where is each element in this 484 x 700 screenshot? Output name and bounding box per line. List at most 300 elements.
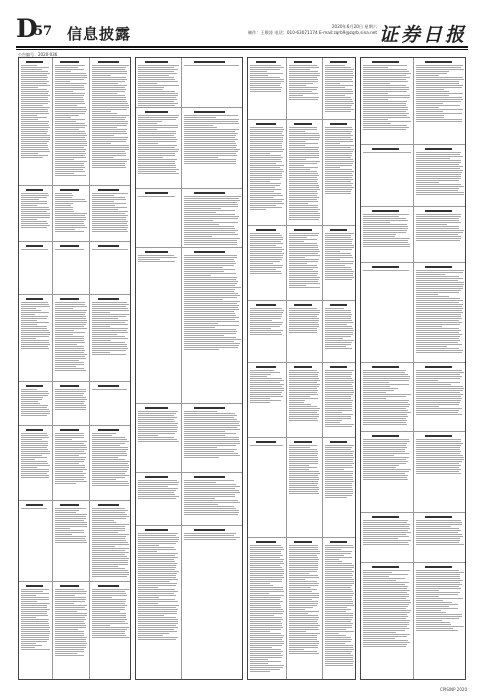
fine-print-line bbox=[250, 207, 282, 208]
fine-print-line bbox=[184, 500, 238, 501]
fine-print-line bbox=[250, 607, 281, 608]
fine-print-line bbox=[138, 167, 176, 168]
fine-print-line bbox=[21, 441, 48, 442]
fine-print-line bbox=[55, 477, 86, 478]
fine-print-line bbox=[416, 302, 459, 303]
fine-print-line bbox=[325, 71, 353, 72]
fine-print-line bbox=[138, 579, 178, 580]
fine-print-line bbox=[416, 184, 461, 185]
fine-print-line bbox=[55, 77, 87, 78]
fine-print-line bbox=[138, 488, 178, 489]
fine-print-line bbox=[289, 179, 318, 180]
fine-print-line bbox=[250, 555, 283, 556]
fine-print-line bbox=[289, 473, 320, 474]
fine-print-line bbox=[138, 71, 174, 72]
fine-print-line bbox=[289, 185, 319, 186]
fine-print-heading bbox=[330, 229, 347, 231]
fine-print-line bbox=[21, 209, 50, 210]
fine-print-line bbox=[92, 441, 129, 442]
fine-print-cell bbox=[19, 582, 53, 680]
fine-print-line bbox=[325, 390, 354, 391]
fine-print-line bbox=[325, 457, 354, 458]
fine-print-line bbox=[416, 520, 461, 521]
fine-print-cell bbox=[136, 189, 182, 248]
fine-print-line bbox=[416, 81, 459, 82]
fine-print-line bbox=[416, 65, 463, 66]
fine-print-line bbox=[184, 429, 240, 430]
fine-print-line bbox=[21, 324, 37, 325]
fine-print-line bbox=[325, 493, 353, 494]
fine-print-line bbox=[363, 216, 399, 217]
fine-print-line bbox=[250, 547, 283, 548]
fine-print-line bbox=[325, 107, 351, 108]
fine-print-line bbox=[21, 193, 48, 194]
fine-print-line bbox=[416, 278, 463, 279]
fine-print-line bbox=[92, 157, 113, 158]
fine-print-line bbox=[92, 556, 127, 557]
fine-print-line bbox=[325, 165, 352, 166]
fine-print-line bbox=[416, 272, 463, 273]
fine-print-line bbox=[363, 618, 406, 619]
fine-print-line bbox=[55, 215, 85, 216]
fine-print-line bbox=[250, 251, 282, 252]
fine-print-line bbox=[250, 597, 281, 598]
fine-print-line bbox=[184, 435, 225, 436]
fine-print-line bbox=[325, 271, 354, 272]
fine-print-line bbox=[21, 346, 48, 347]
fine-print-cell bbox=[287, 226, 323, 301]
fine-print-line bbox=[416, 156, 463, 157]
fine-print-line bbox=[55, 595, 75, 596]
fine-print-line bbox=[325, 332, 353, 333]
fine-print-line bbox=[325, 400, 353, 401]
fine-print-line bbox=[250, 183, 281, 184]
fine-print-line bbox=[21, 589, 49, 590]
fine-print-line bbox=[363, 230, 407, 231]
fine-print-line bbox=[21, 223, 48, 224]
fine-print-line bbox=[92, 227, 128, 228]
fine-print-line bbox=[21, 348, 49, 349]
fine-print-line bbox=[21, 397, 43, 398]
fine-print-line bbox=[184, 437, 239, 438]
fine-print-line bbox=[184, 289, 235, 290]
fine-print-line bbox=[289, 239, 317, 240]
fine-print-line bbox=[289, 251, 320, 252]
fine-print-line bbox=[92, 389, 127, 390]
fine-print-line bbox=[55, 229, 75, 230]
fine-print-cell bbox=[323, 120, 356, 226]
fine-print-line bbox=[416, 232, 463, 233]
fine-print-line bbox=[92, 437, 125, 438]
fine-print-line bbox=[92, 105, 129, 106]
fine-print-line bbox=[416, 121, 462, 122]
fine-print-line bbox=[416, 396, 461, 397]
fine-print-line bbox=[92, 121, 128, 122]
fine-print-line bbox=[184, 293, 238, 294]
fine-print-line bbox=[21, 151, 50, 152]
fine-print-line bbox=[92, 155, 126, 156]
fine-print-line bbox=[325, 557, 352, 558]
fine-print-line bbox=[55, 304, 85, 305]
fine-print-cell bbox=[414, 432, 466, 513]
fine-print-line bbox=[250, 575, 283, 576]
fine-print-line bbox=[250, 263, 273, 264]
fine-print-line bbox=[55, 625, 86, 626]
fine-print-line bbox=[138, 67, 174, 68]
fine-print-line bbox=[289, 455, 317, 456]
fine-print-line bbox=[250, 191, 274, 192]
fine-print-line bbox=[289, 157, 319, 158]
fine-print-line bbox=[416, 87, 462, 88]
fine-print-line bbox=[325, 157, 351, 158]
fine-print-line bbox=[138, 543, 176, 544]
fine-print-cell bbox=[19, 242, 53, 295]
fine-print-line bbox=[21, 99, 48, 100]
fine-print-cell bbox=[248, 538, 287, 680]
fine-print-line bbox=[55, 109, 87, 110]
fine-print-line bbox=[92, 540, 126, 541]
fine-print-line bbox=[325, 392, 354, 393]
fine-print-line bbox=[325, 469, 344, 470]
fine-print-line bbox=[325, 145, 354, 146]
fine-print-line bbox=[363, 630, 405, 631]
fine-print-line bbox=[289, 617, 319, 618]
fine-print-cell bbox=[287, 120, 323, 226]
fine-print-line bbox=[21, 93, 48, 94]
fine-print-line bbox=[416, 572, 464, 573]
fine-print-line bbox=[363, 634, 410, 635]
fine-print-line bbox=[92, 314, 129, 315]
fine-print-line bbox=[363, 418, 406, 419]
fine-print-heading bbox=[294, 229, 312, 231]
fine-print-line bbox=[184, 226, 234, 227]
fine-print-line bbox=[325, 635, 346, 636]
fine-print-line bbox=[21, 91, 49, 92]
fine-print-line bbox=[363, 622, 409, 623]
fine-print-line bbox=[138, 163, 175, 164]
fine-print-heading bbox=[98, 298, 119, 300]
fine-print-line bbox=[289, 318, 319, 319]
fine-print-line bbox=[325, 603, 353, 604]
fine-print-line bbox=[363, 626, 407, 627]
fine-print-cell bbox=[182, 108, 243, 189]
fine-print-line bbox=[325, 109, 354, 110]
fine-print-line bbox=[55, 67, 78, 68]
fine-print-line bbox=[325, 91, 353, 92]
fine-print-line bbox=[325, 187, 354, 188]
fine-print-heading bbox=[145, 111, 168, 113]
fine-print-cell bbox=[323, 58, 356, 120]
fine-print-line bbox=[325, 607, 347, 608]
fine-print-line bbox=[138, 545, 159, 546]
fine-print-line bbox=[55, 306, 87, 307]
fine-print-line bbox=[92, 629, 127, 630]
fine-print-line bbox=[184, 224, 219, 225]
fine-print-line bbox=[184, 319, 235, 320]
fine-print-line bbox=[21, 73, 50, 74]
fine-print-cell bbox=[53, 242, 90, 295]
fine-print-line bbox=[138, 119, 176, 120]
fine-print-line bbox=[289, 135, 320, 136]
fine-print-line bbox=[92, 73, 127, 74]
fine-print-line bbox=[325, 563, 352, 564]
fine-print-line bbox=[55, 81, 70, 82]
fine-print-line bbox=[184, 345, 239, 346]
fine-print-line bbox=[289, 269, 313, 270]
fine-print-line bbox=[325, 344, 351, 345]
fine-print-line bbox=[55, 117, 71, 118]
fine-print-line bbox=[416, 346, 447, 347]
fine-print-line bbox=[184, 257, 237, 258]
fine-print-line bbox=[416, 308, 463, 309]
fine-print-line bbox=[363, 644, 407, 645]
fine-print-line bbox=[363, 453, 409, 454]
fine-print-line bbox=[250, 386, 282, 387]
fine-print-line bbox=[21, 304, 49, 305]
section-title: 信息披露 bbox=[67, 25, 132, 43]
fine-print-line bbox=[325, 193, 351, 194]
fine-print-line bbox=[325, 275, 353, 276]
fine-print-line bbox=[416, 532, 458, 533]
fine-print-line bbox=[138, 557, 178, 558]
fine-print-line bbox=[363, 614, 407, 615]
fine-print-cell bbox=[136, 473, 182, 526]
fine-print-line bbox=[138, 637, 178, 638]
fine-print-line bbox=[363, 455, 394, 456]
fine-print-line bbox=[184, 220, 213, 221]
fine-print-line bbox=[325, 159, 353, 160]
fine-print-heading bbox=[98, 385, 119, 387]
fine-print-line bbox=[289, 575, 318, 576]
fine-print-line bbox=[92, 566, 118, 567]
fine-print-line bbox=[289, 203, 308, 204]
fine-print-line bbox=[21, 477, 49, 478]
fine-print-line bbox=[363, 386, 390, 387]
fine-print-heading bbox=[294, 541, 312, 543]
fine-print-line bbox=[363, 93, 388, 94]
fine-print-line bbox=[250, 199, 284, 200]
fine-print-heading bbox=[425, 516, 452, 518]
fine-print-line bbox=[138, 490, 176, 491]
fine-print-line bbox=[289, 324, 319, 325]
fine-print-line bbox=[92, 151, 125, 152]
fine-print-line bbox=[55, 364, 84, 365]
fine-print-line bbox=[363, 123, 391, 124]
fine-print-line bbox=[325, 77, 353, 78]
fine-print-line bbox=[416, 230, 464, 231]
fine-print-line bbox=[325, 135, 353, 136]
fine-print-line bbox=[21, 69, 42, 70]
fine-print-line bbox=[325, 412, 342, 413]
fine-print-line bbox=[55, 336, 84, 337]
fine-print-line bbox=[55, 113, 85, 114]
fine-print-line bbox=[55, 145, 87, 146]
fine-print-cell bbox=[53, 426, 90, 501]
fine-print-line bbox=[325, 370, 354, 371]
fine-print-line bbox=[325, 233, 354, 234]
fine-print-line bbox=[92, 77, 126, 78]
fine-print-line bbox=[21, 611, 47, 612]
fine-print-line bbox=[363, 220, 408, 221]
fine-print-line bbox=[184, 206, 238, 207]
fine-print-line bbox=[416, 596, 439, 597]
fine-print-line bbox=[325, 491, 353, 492]
fine-print-line bbox=[325, 103, 354, 104]
fine-print-line bbox=[184, 65, 239, 66]
fine-print-cell bbox=[361, 207, 414, 263]
fine-print-line bbox=[325, 587, 351, 588]
ad-id: 公告编号：2020-036 bbox=[18, 52, 58, 57]
fine-print-line bbox=[138, 73, 177, 74]
fine-print-line bbox=[21, 81, 49, 82]
fine-print-line bbox=[138, 621, 178, 622]
fine-print-line bbox=[138, 93, 178, 94]
fine-print-line bbox=[184, 327, 215, 328]
fine-print-line bbox=[21, 127, 50, 128]
fine-print-line bbox=[138, 567, 176, 568]
fine-print-line bbox=[21, 605, 47, 606]
fine-print-line bbox=[289, 599, 312, 600]
fine-print-line bbox=[325, 237, 351, 238]
fine-print-line bbox=[416, 158, 450, 159]
fine-print-line bbox=[138, 171, 176, 172]
fine-print-line bbox=[416, 97, 462, 98]
fine-print-line bbox=[250, 149, 284, 150]
fine-print-line bbox=[55, 207, 73, 208]
fine-print-line bbox=[184, 299, 223, 300]
fine-print-line bbox=[416, 465, 461, 466]
fine-print-line bbox=[184, 232, 235, 233]
fine-print-line bbox=[289, 199, 317, 200]
fine-print-line bbox=[250, 163, 276, 164]
fine-print-heading bbox=[60, 504, 79, 506]
fine-print-cell bbox=[248, 226, 287, 301]
fine-print-line bbox=[92, 91, 125, 92]
fine-print-line bbox=[21, 435, 48, 436]
fine-print-line bbox=[184, 285, 235, 286]
fine-print-line bbox=[184, 279, 236, 280]
fine-print-line bbox=[138, 623, 178, 624]
fine-print-line bbox=[250, 265, 283, 266]
fine-print-line bbox=[325, 380, 354, 381]
fine-print-line bbox=[363, 384, 409, 385]
fine-print-line bbox=[92, 589, 129, 590]
fine-print-line bbox=[138, 87, 164, 88]
fine-print-line bbox=[325, 79, 352, 80]
fine-print-line bbox=[325, 561, 342, 562]
fine-print-line bbox=[325, 133, 351, 134]
fine-print-line bbox=[138, 603, 158, 604]
fine-print-line bbox=[55, 131, 85, 132]
fine-print-line bbox=[138, 141, 176, 142]
fine-print-line bbox=[289, 81, 318, 82]
fine-print-line bbox=[289, 314, 319, 315]
fine-print-line bbox=[325, 463, 354, 464]
fine-print-line bbox=[363, 406, 409, 407]
fine-print-line bbox=[21, 77, 48, 78]
fine-print-line bbox=[21, 469, 49, 470]
fine-print-line bbox=[325, 85, 353, 86]
fine-print-line bbox=[21, 344, 50, 345]
fine-print-line bbox=[325, 253, 351, 254]
fine-print-heading bbox=[26, 585, 43, 587]
fine-print-line bbox=[289, 475, 318, 476]
fine-print-line bbox=[250, 77, 280, 78]
fine-print-line bbox=[363, 624, 409, 625]
fine-print-line bbox=[416, 103, 443, 104]
fine-print-line bbox=[184, 117, 216, 118]
fine-print-line bbox=[92, 332, 128, 333]
fine-print-line bbox=[363, 226, 408, 227]
fine-print-line bbox=[184, 149, 240, 150]
fine-print-line bbox=[92, 467, 129, 468]
fine-print-line bbox=[416, 374, 460, 375]
fine-print-line bbox=[21, 97, 48, 98]
fine-print-line bbox=[184, 210, 235, 211]
fine-print-line bbox=[55, 619, 86, 620]
fine-print-line bbox=[250, 165, 284, 166]
fine-print-line bbox=[92, 209, 118, 210]
fine-print-line bbox=[325, 239, 353, 240]
fine-print-line bbox=[325, 185, 352, 186]
fine-print-line bbox=[138, 441, 179, 442]
fine-print-line bbox=[363, 117, 410, 118]
fine-print-line bbox=[55, 613, 87, 614]
fine-print-line bbox=[55, 358, 86, 359]
fine-print-line bbox=[92, 95, 125, 96]
fine-print-line bbox=[138, 611, 177, 612]
fine-print-heading bbox=[294, 304, 312, 306]
fine-print-line bbox=[55, 137, 85, 138]
fine-print-line bbox=[55, 326, 84, 327]
fine-print-line bbox=[416, 524, 462, 525]
fine-print-line bbox=[250, 551, 281, 552]
fine-print-line bbox=[138, 123, 157, 124]
fine-print-line bbox=[325, 426, 352, 427]
fine-print-line bbox=[289, 489, 319, 490]
fine-print-line bbox=[250, 398, 270, 399]
fine-print-line bbox=[363, 582, 409, 583]
fine-print-line bbox=[416, 154, 460, 155]
fine-print-line bbox=[55, 227, 87, 228]
fine-print-line bbox=[138, 127, 178, 128]
fine-print-line bbox=[21, 613, 47, 614]
fine-print-line bbox=[92, 461, 129, 462]
fine-print-line bbox=[55, 197, 72, 198]
fine-print-line bbox=[325, 169, 352, 170]
fine-print-line bbox=[138, 480, 177, 481]
fine-print-line bbox=[184, 480, 234, 481]
fine-print-line bbox=[55, 601, 85, 602]
fine-print-cell bbox=[53, 295, 90, 382]
fine-print-line bbox=[92, 229, 127, 230]
fine-print-line bbox=[363, 524, 410, 525]
fine-print-line bbox=[416, 584, 462, 585]
fine-print-line bbox=[250, 587, 283, 588]
fine-print-line bbox=[416, 286, 463, 287]
fine-print-line bbox=[416, 457, 464, 458]
fine-print-line bbox=[184, 411, 217, 412]
fine-print-line bbox=[363, 424, 407, 425]
fine-print-line bbox=[325, 467, 353, 468]
fine-print-line bbox=[184, 261, 235, 262]
fine-print-line bbox=[250, 665, 284, 666]
fine-print-line bbox=[416, 174, 461, 175]
fine-print-line bbox=[138, 255, 174, 256]
fine-print-line bbox=[363, 612, 410, 613]
fine-print-line bbox=[289, 99, 318, 100]
fine-print-line bbox=[21, 623, 49, 624]
